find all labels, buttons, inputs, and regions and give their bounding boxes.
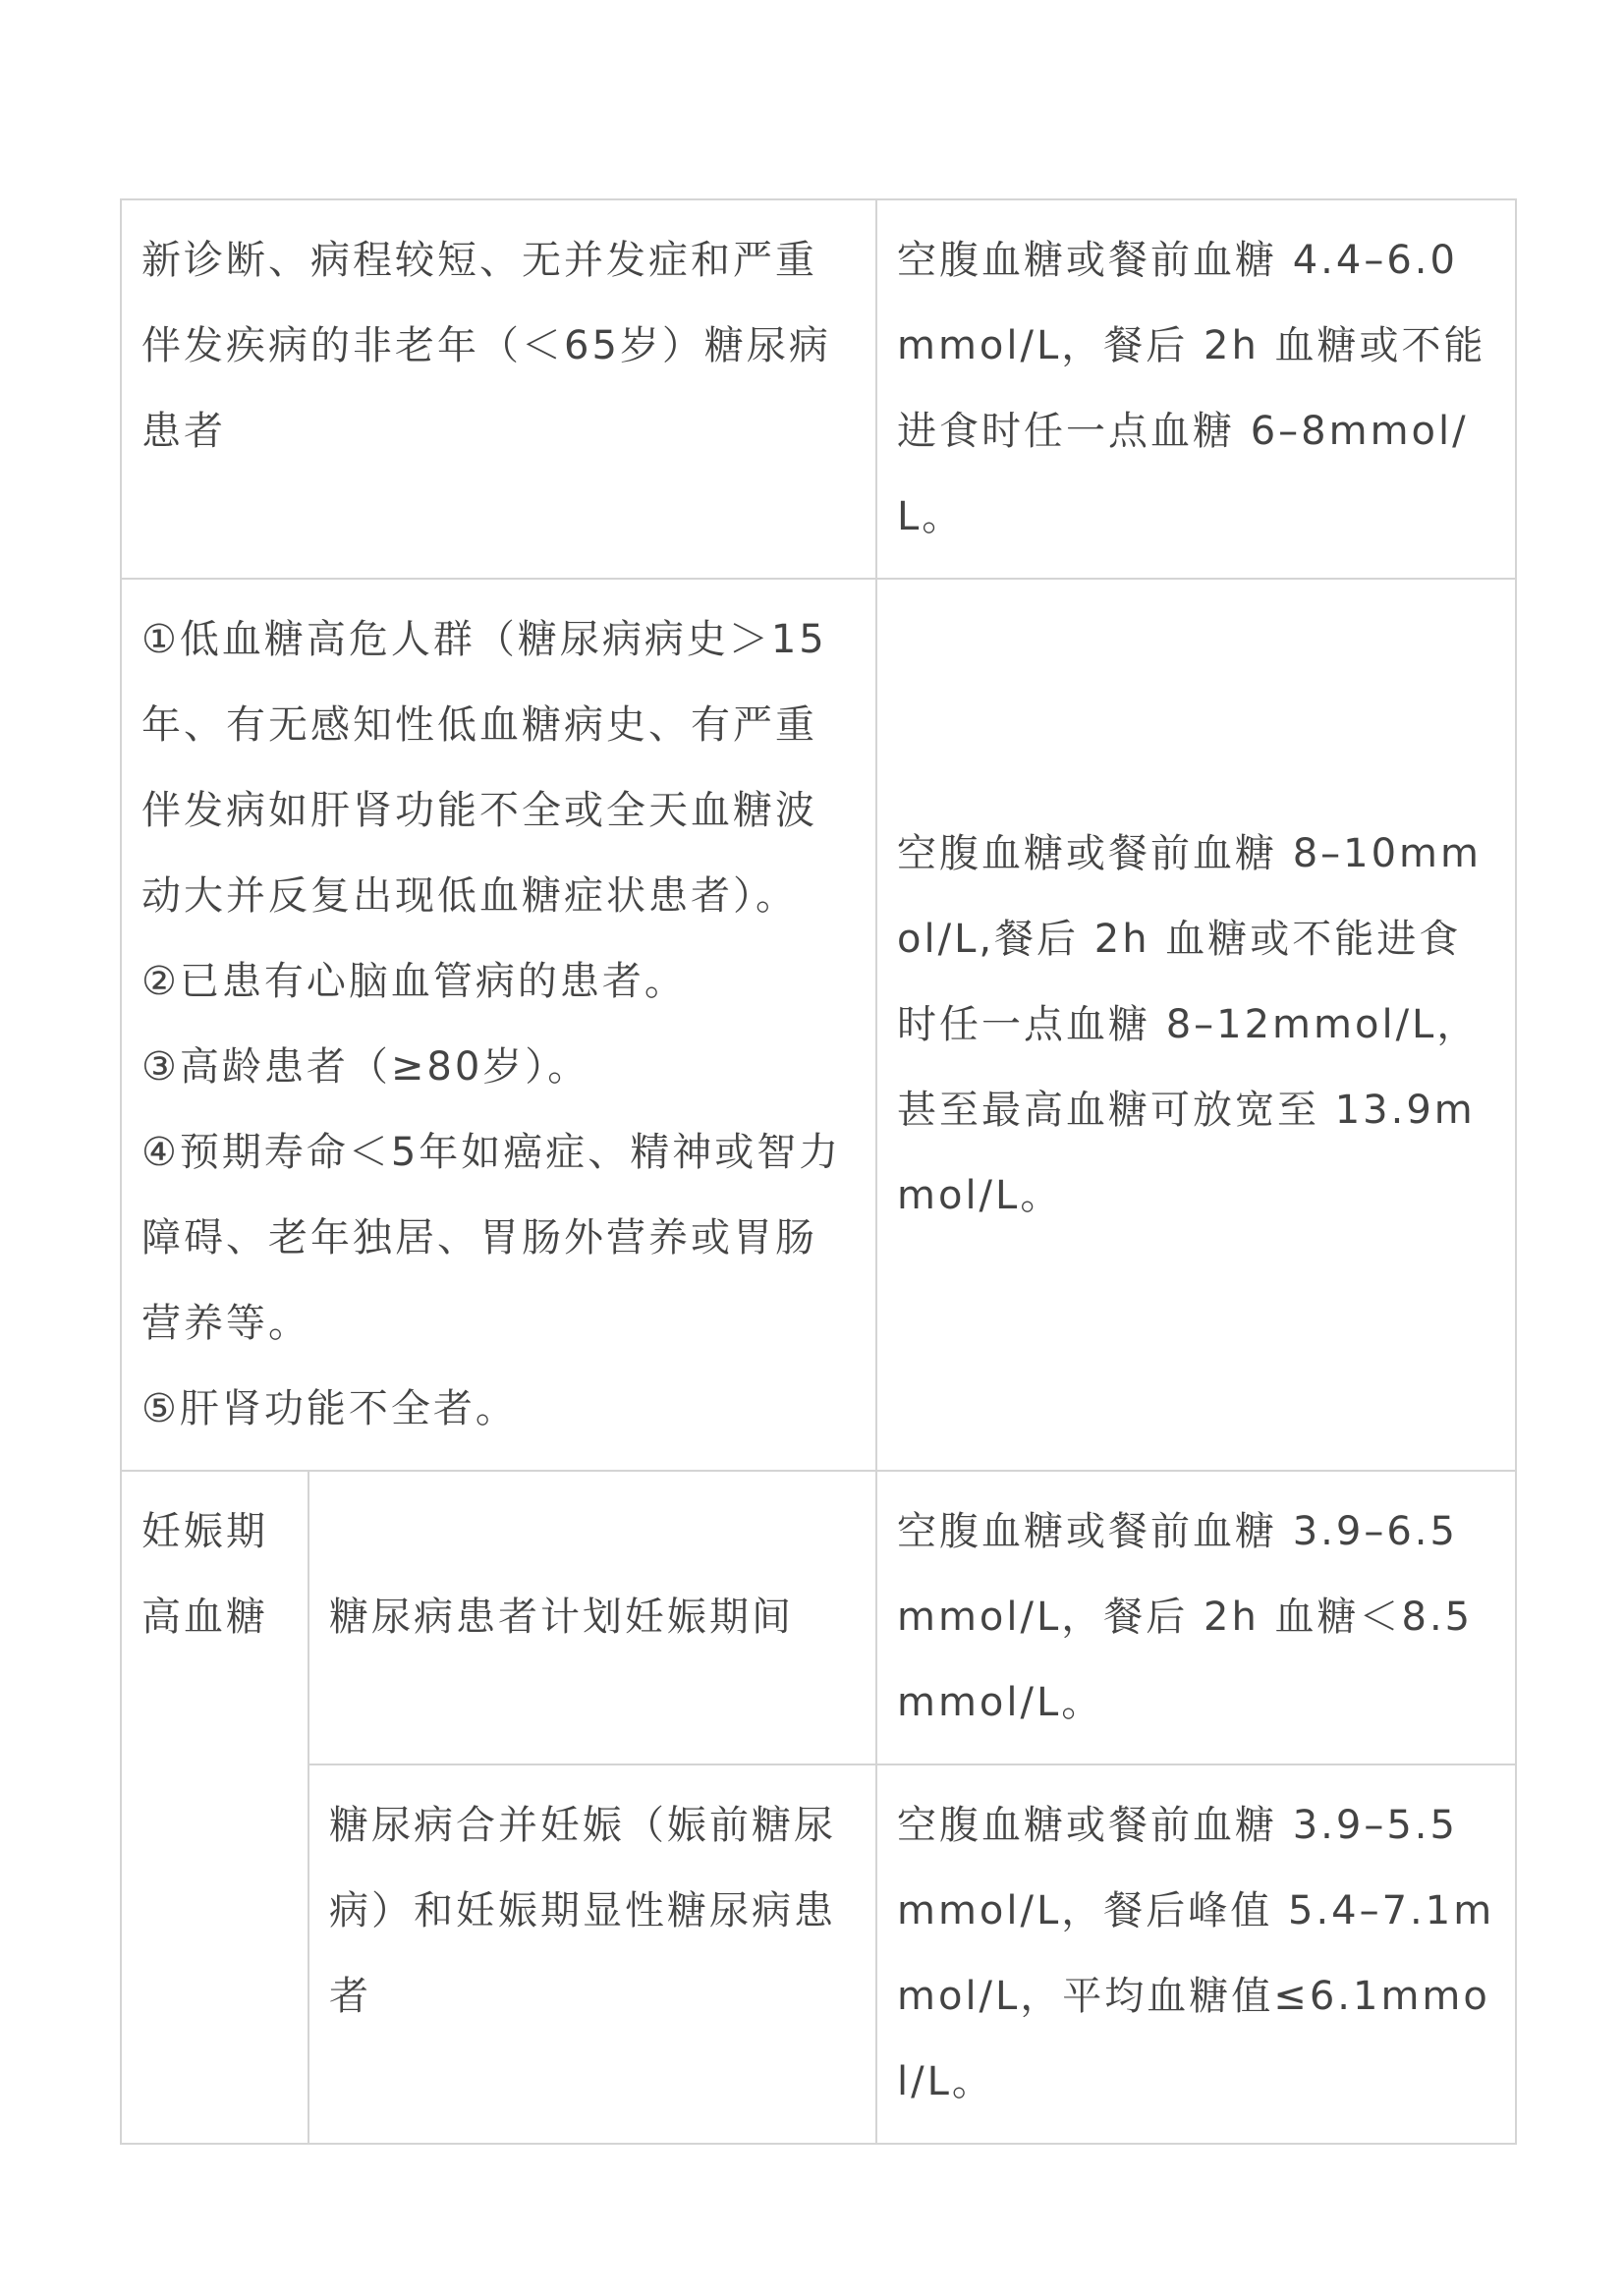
glucose-target-table xyxy=(120,198,1517,2145)
population-item: ⑤肝肾功能不全者。 xyxy=(141,1386,518,1431)
population-item: ③高龄患者（≥80岁）。 xyxy=(141,1044,590,1090)
target-cell: 空腹血糖或餐前血糖 3.9–5.5mmol/L，餐后峰值 5.4–7.1mmol/L，平均血糖值≤6.1mmol/L。 xyxy=(876,1764,1516,2144)
table-row xyxy=(121,199,1516,579)
population-item: ④预期寿命＜5年如癌症、精神或智力障碍、老年独居、胃肠外营养或胃肠营养等。 xyxy=(141,1130,842,1346)
population-cell: 糖尿病合并妊娠（娠前糖尿病）和妊娠期显性糖尿病患者 xyxy=(308,1764,876,2144)
table-row xyxy=(121,1764,1516,2144)
target-cell: 空腹血糖或餐前血糖 4.4–6.0mmol/L，餐后 2h 血糖或不能进食时任一点血糖 6–8mmol/L。 xyxy=(876,199,1516,579)
population-cell xyxy=(121,579,876,1471)
group-label-cell: 妊娠期高血糖 xyxy=(121,1471,308,2144)
population-cell: 糖尿病患者计划妊娠期间 xyxy=(308,1471,876,1764)
population-text: 新诊断、病程较短、无并发症和严重伴发疾病的非老年（＜65岁）糖尿病患者 xyxy=(141,238,831,454)
population-item: ②已患有心脑血管病的患者。 xyxy=(141,959,687,1004)
target-cell: 空腹血糖或餐前血糖 3.9–6.5mmol/L，餐后 2h 血糖＜8.5mmol/L。 xyxy=(876,1471,1516,1764)
table-row xyxy=(121,1471,1516,1764)
target-cell: 空腹血糖或餐前血糖 8–10mmol/L,餐后 2h 血糖或不能进食时任一点血糖 8–12mmol/L，甚至最高血糖可放宽至 13.9mmol/L。 xyxy=(876,579,1516,1471)
population-cell xyxy=(121,199,876,579)
table-row xyxy=(121,579,1516,1471)
population-item: ①低血糖高危人群（糖尿病病史＞15年、有无感知性低血糖病史、有严重伴发病如肝肾功能不全或全天血糖波动大并反复出现低血糖症状患者）。 xyxy=(141,617,827,919)
